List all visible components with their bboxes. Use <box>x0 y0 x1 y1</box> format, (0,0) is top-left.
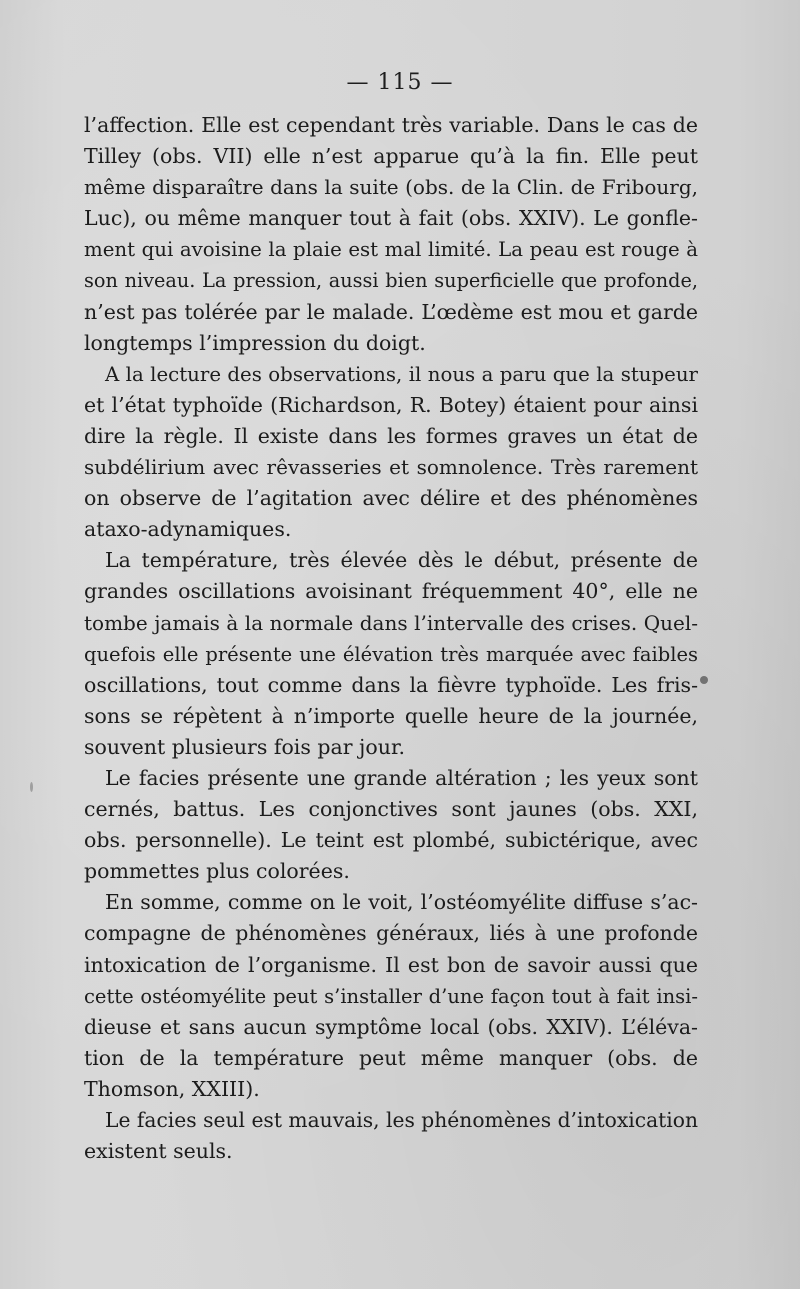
text-line: subdélirium avec rêvasseries et somnolence. Très rarement <box>84 455 698 480</box>
text-line: existent seuls. <box>84 1139 233 1164</box>
text-line: cernés, battus. Les conjonctives sont jaunes (obs. XXI, <box>84 797 698 822</box>
text-line: dire la règle. Il existe dans les formes graves un état de <box>84 423 698 448</box>
text-line: n’est pas tolérée par le malade. L’œdème est mou et garde <box>84 299 698 324</box>
page-number: — 115 — <box>346 70 454 95</box>
text-line: on observe de l’agitation avec délire et des phénomènes <box>84 486 698 511</box>
text-line: même disparaître dans la suite (obs. de la Clin. de Fribourg, <box>84 175 698 200</box>
text-line: compagne de phénomènes généraux, liés à une profonde <box>84 921 698 946</box>
text-line: ment qui avoisine la plaie est mal limité. La peau est rouge à <box>84 238 698 262</box>
text-line: Le facies seul est mauvais, les phénomènes d’intoxication <box>105 1108 698 1132</box>
text-line: ataxo-adynamiques. <box>84 517 292 542</box>
text-line: obs. personnelle). Le teint est plombé, subictérique, avec <box>84 828 698 853</box>
text-line: quefois elle présente une élévation très marquée avec faibles <box>84 642 698 666</box>
text-line: et l’état typhoïde (Richardson, R. Botey) étaient pour ainsi <box>84 392 698 417</box>
ink-speck <box>30 782 33 792</box>
text-line: longtemps l’impression du doigt. <box>84 330 426 355</box>
text-line: intoxication de l’organisme. Il est bon de savoir aussi que <box>84 952 698 977</box>
text-line: A la lecture des observations, il nous a paru que la stupeur <box>105 362 698 386</box>
text-line: Luc), ou même manquer tout à fait (obs. XXIV). Le gonfle- <box>84 206 698 231</box>
text-line: tombe jamais à la normale dans l’intervalle des crises. Quel- <box>84 610 698 635</box>
text-line: l’affection. Elle est cependant très variable. Dans le cas de <box>84 113 698 137</box>
body-text <box>84 110 698 1167</box>
text-line: Tilley (obs. VII) elle n’est apparue qu’à la fin. Elle peut <box>84 144 698 169</box>
text-line: dieuse et sans aucun symptôme local (obs. XXIV). L’éléva- <box>84 1014 698 1039</box>
text-line: cette ostéomyélite peut s’installer d’une façon tout à fait insi- <box>84 984 698 1008</box>
text-line: La température, très élevée dès le début, présente de <box>105 548 698 573</box>
text-line: oscillations, tout comme dans la fièvre typhoïde. Les fris- <box>84 672 698 697</box>
text-line: Le facies présente une grande altération ; les yeux sont <box>105 765 698 790</box>
text-line: En somme, comme on le voit, l’ostéomyélite diffuse s’ac- <box>105 890 698 915</box>
ink-speck <box>700 676 708 684</box>
text-line: pommettes plus colorées. <box>84 859 350 884</box>
text-line: grandes oscillations avoisinant fréquemment 40°, elle ne <box>84 579 698 604</box>
text-line: Thomson, XXIII). <box>84 1076 260 1101</box>
text-line: sons se répètent à n’importe quelle heure de la journée, <box>84 703 698 728</box>
text-line: son niveau. La pression, aussi bien superficielle que profonde, <box>84 269 698 293</box>
text-line: souvent plusieurs fois par jour. <box>84 734 406 759</box>
text-line: tion de la température peut même manquer (obs. de <box>84 1045 698 1070</box>
